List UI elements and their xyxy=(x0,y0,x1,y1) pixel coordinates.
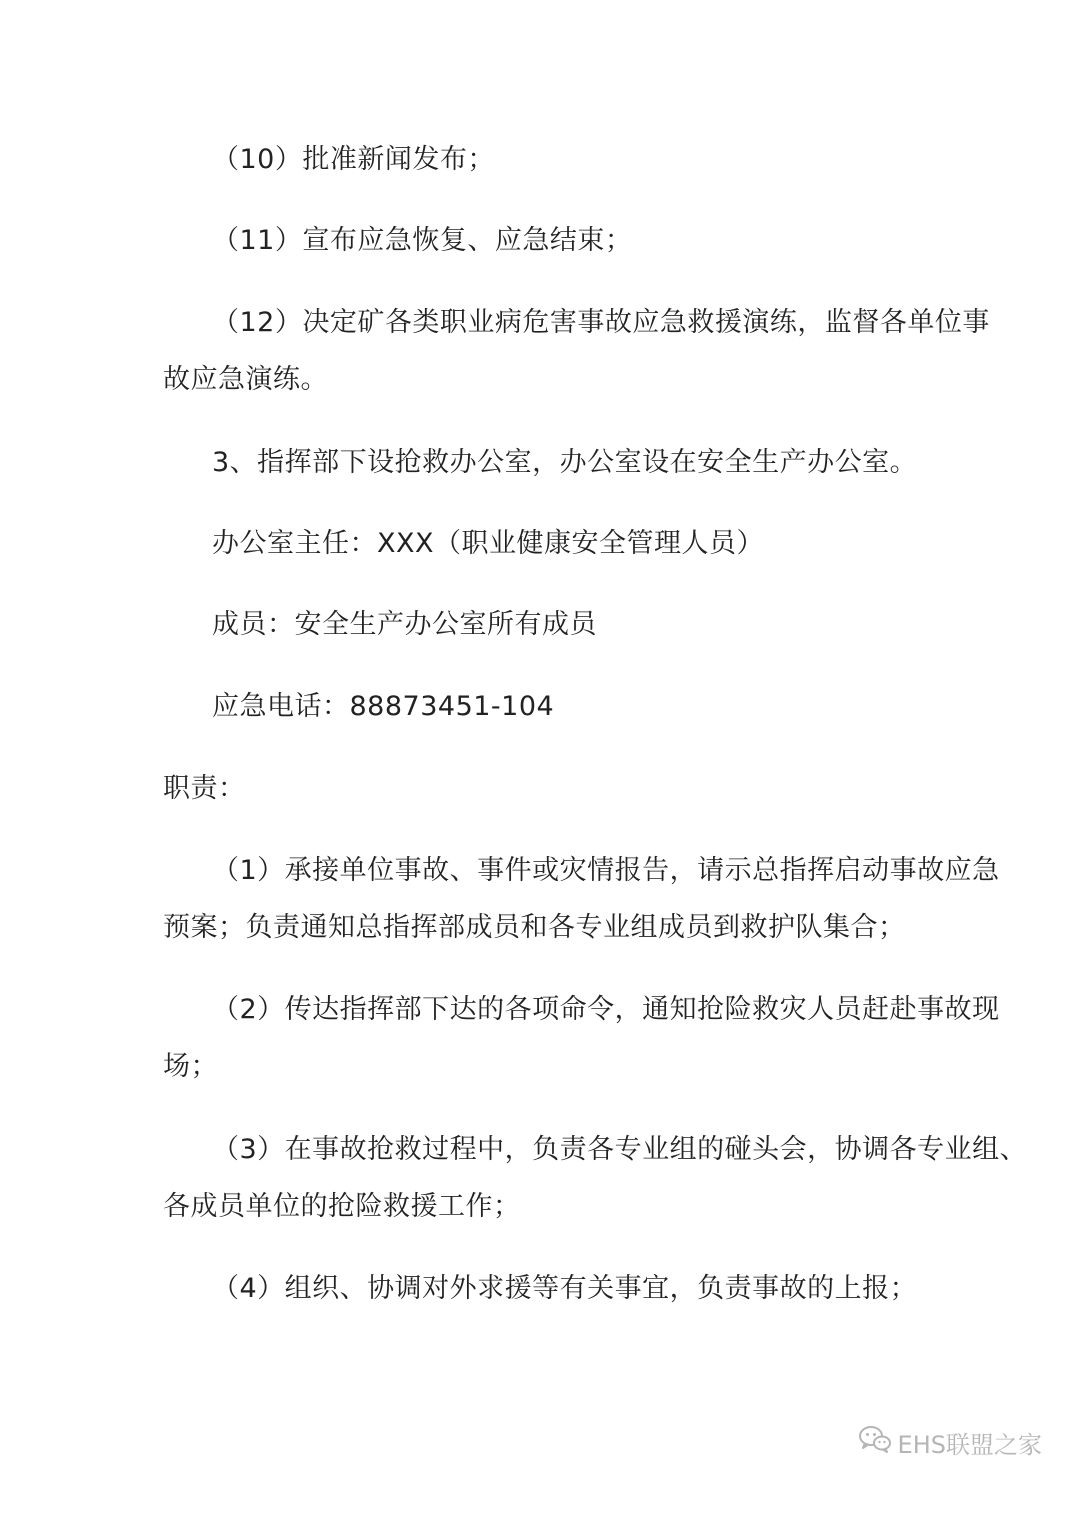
duty-3-line-1: （3）在事故抢救过程中，负责各专业组的碰头会，协调各专业组、 xyxy=(212,1134,1028,1165)
item-12-line-1: （12）决定矿各类职业病危害事故应急救援演练，监督各单位事 xyxy=(212,307,990,338)
emergency-phone: 应急电话：88873451-104 xyxy=(212,691,555,722)
item-12-line-2: 故应急演练。 xyxy=(163,364,328,395)
watermark-text: EHS联盟之家 xyxy=(897,1430,1042,1459)
office-members: 成员：安全生产办公室所有成员 xyxy=(212,609,597,640)
duty-3-line-2: 各成员单位的抢险救援工作； xyxy=(163,1191,521,1222)
duty-2-line-2: 场； xyxy=(163,1051,218,1082)
wechat-icon xyxy=(858,1424,898,1460)
duty-1-line-1: （1）承接单位事故、事件或灾情报告，请示总指挥启动事故应急 xyxy=(212,855,1000,886)
duty-4: （4）组织、协调对外求援等有关事宜，负责事故的上报； xyxy=(212,1273,918,1304)
duty-2-line-1: （2）传达指挥部下达的各项命令，通知抢险救灾人员赶赴事故现 xyxy=(212,994,1000,1025)
duty-1-line-2: 预案；负责通知总指挥部成员和各专业组成员到救护队集合； xyxy=(163,912,906,943)
item-10: （10）批准新闻发布； xyxy=(212,144,495,175)
section-3-heading: 3、指挥部下设抢救办公室，办公室设在安全生产办公室。 xyxy=(212,447,918,478)
office-director: 办公室主任：XXX（职业健康安全管理人员） xyxy=(212,528,764,559)
duties-heading: 职责： xyxy=(163,773,246,804)
watermark xyxy=(858,1422,1042,1462)
item-11: （11）宣布应急恢复、应急结束； xyxy=(212,225,633,256)
